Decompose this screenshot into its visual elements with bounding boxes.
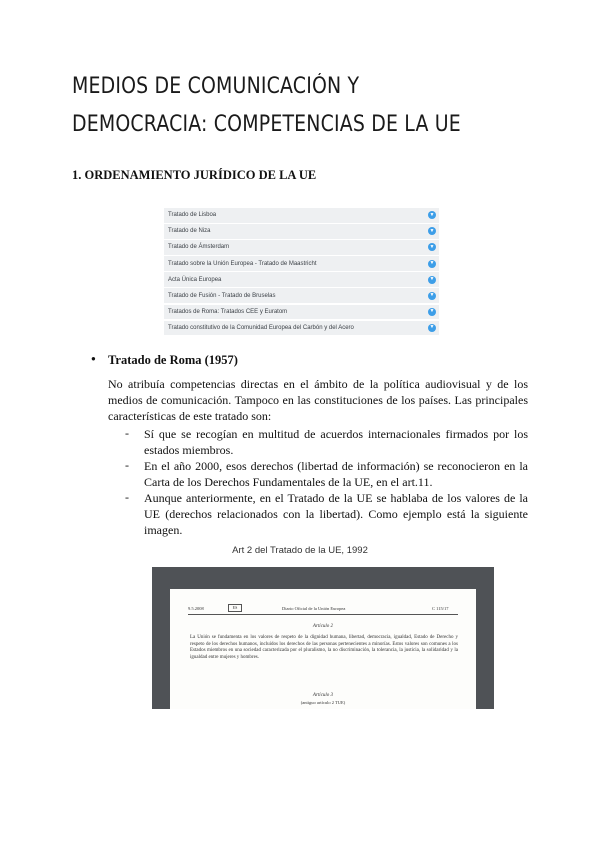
chevron-down-icon[interactable]: ▼ (429, 324, 435, 331)
chevron-down-icon[interactable]: ▼ (429, 243, 435, 250)
accordion-item[interactable] (164, 208, 439, 223)
treaties-accordion (164, 208, 439, 337)
dash-marker: - (125, 490, 129, 504)
figure-next-article-sub: (antiguo artículo 2 TUE) (300, 700, 346, 705)
figure-article-text: La Unión se fundamenta en los valores de respeto de la dignidad humana, libertad, democracia, igualdad, Estado de Derecho y respeto de los derechos humanos, incluidos los derechos de las personas pertenecientes a minorías. Estos valores son comunes a los Estados miembros en una sociedad caracterizada por el pluralismo, la no discriminación, la tolerancia, la justicia, la solidaridad y la igualdad entre mujeres y hombres. (190, 635, 458, 660)
treaty-paragraph: No atribuía competencias directas en el ámbito de la política audiovisual y de los medios de comunicación. Tampoco en las constituciones de los países. Las principales características de este tratado son: (108, 377, 528, 423)
figure-frame-left (152, 567, 170, 709)
chevron-down-icon[interactable]: ▼ (429, 308, 435, 315)
figure-header-ref: C 115/17 (432, 606, 449, 611)
chevron-down-icon[interactable]: ▼ (429, 227, 435, 234)
bullet-icon: ● (91, 354, 96, 363)
figure-article-title: Artículo 2 (312, 624, 334, 629)
figure-caption: Art 2 del Tratado de la UE, 1992 (232, 545, 368, 556)
figure-image (152, 567, 494, 709)
chevron-down-icon[interactable]: ▼ (429, 276, 435, 283)
accordion-item[interactable] (164, 305, 439, 320)
accordion-item-label: Tratado de Lisboa (168, 212, 217, 219)
accordion-item-label: Tratado de Ámsterdam (168, 244, 230, 251)
accordion-item[interactable] (164, 240, 439, 255)
treaty-title: Tratado de Roma (1957) (108, 353, 238, 367)
figure-page (170, 589, 476, 709)
chevron-down-icon[interactable]: ▼ (429, 260, 435, 267)
figure-header-date: 9.5.2008 (188, 606, 204, 611)
accordion-item-label: Acta Única Europea (168, 276, 222, 283)
accordion-item[interactable] (164, 321, 439, 336)
figure-frame-right (476, 567, 494, 709)
treaty-point: En el año 2000, esos derechos (libertad de información) se reconocieron en la Carta de los Derechos Fundamentales de la UE, en el art.11. (144, 459, 528, 489)
document-title: MEDIOS DE COMUNICACIÓN Y DEMOCRACIA: COMPETENCIAS DE LA UE (72, 74, 461, 137)
figure-next-article-title: Artículo 3 (312, 693, 334, 698)
accordion-item-label: Tratados de Roma: Tratados CEE y Euratom (168, 308, 288, 315)
accordion-item-label: Tratado de Fusión - Tratado de Bruselas (168, 292, 276, 299)
section-heading: 1. ORDENAMIENTO JURÍDICO DE LA UE (72, 168, 317, 182)
accordion-item[interactable] (164, 224, 439, 239)
dash-marker: - (125, 458, 129, 472)
figure-header-rule (188, 614, 458, 615)
chevron-down-icon[interactable]: ▼ (429, 211, 435, 218)
accordion-item[interactable] (164, 288, 439, 303)
accordion-item-label: Tratado constitutivo de la Comunidad Europea del Carbón y del Acero (168, 324, 354, 331)
accordion-item-label: Tratado sobre la Unión Europea - Tratado de Maastricht (168, 260, 317, 267)
treaty-point: Sí que se recogían en multitud de acuerdos internacionales firmados por los estados miembros. (144, 427, 528, 457)
figure-header-journal: Diario Oficial de la Unión Europea (282, 606, 346, 611)
dash-marker: - (125, 426, 129, 440)
treaty-point: Aunque anteriormente, en el Tratado de la UE se hablaba de los valores de la UE (derechos relacionados con la libertad). Como ejemplo está la siguiente imagen. (144, 491, 528, 537)
accordion-item-label: Tratado de Niza (168, 228, 211, 235)
chevron-down-icon[interactable]: ▼ (429, 292, 435, 299)
accordion-item[interactable] (164, 256, 439, 271)
figure-frame-top (152, 567, 494, 589)
accordion-item[interactable] (164, 272, 439, 287)
figure-header-lang: ES (228, 604, 242, 612)
